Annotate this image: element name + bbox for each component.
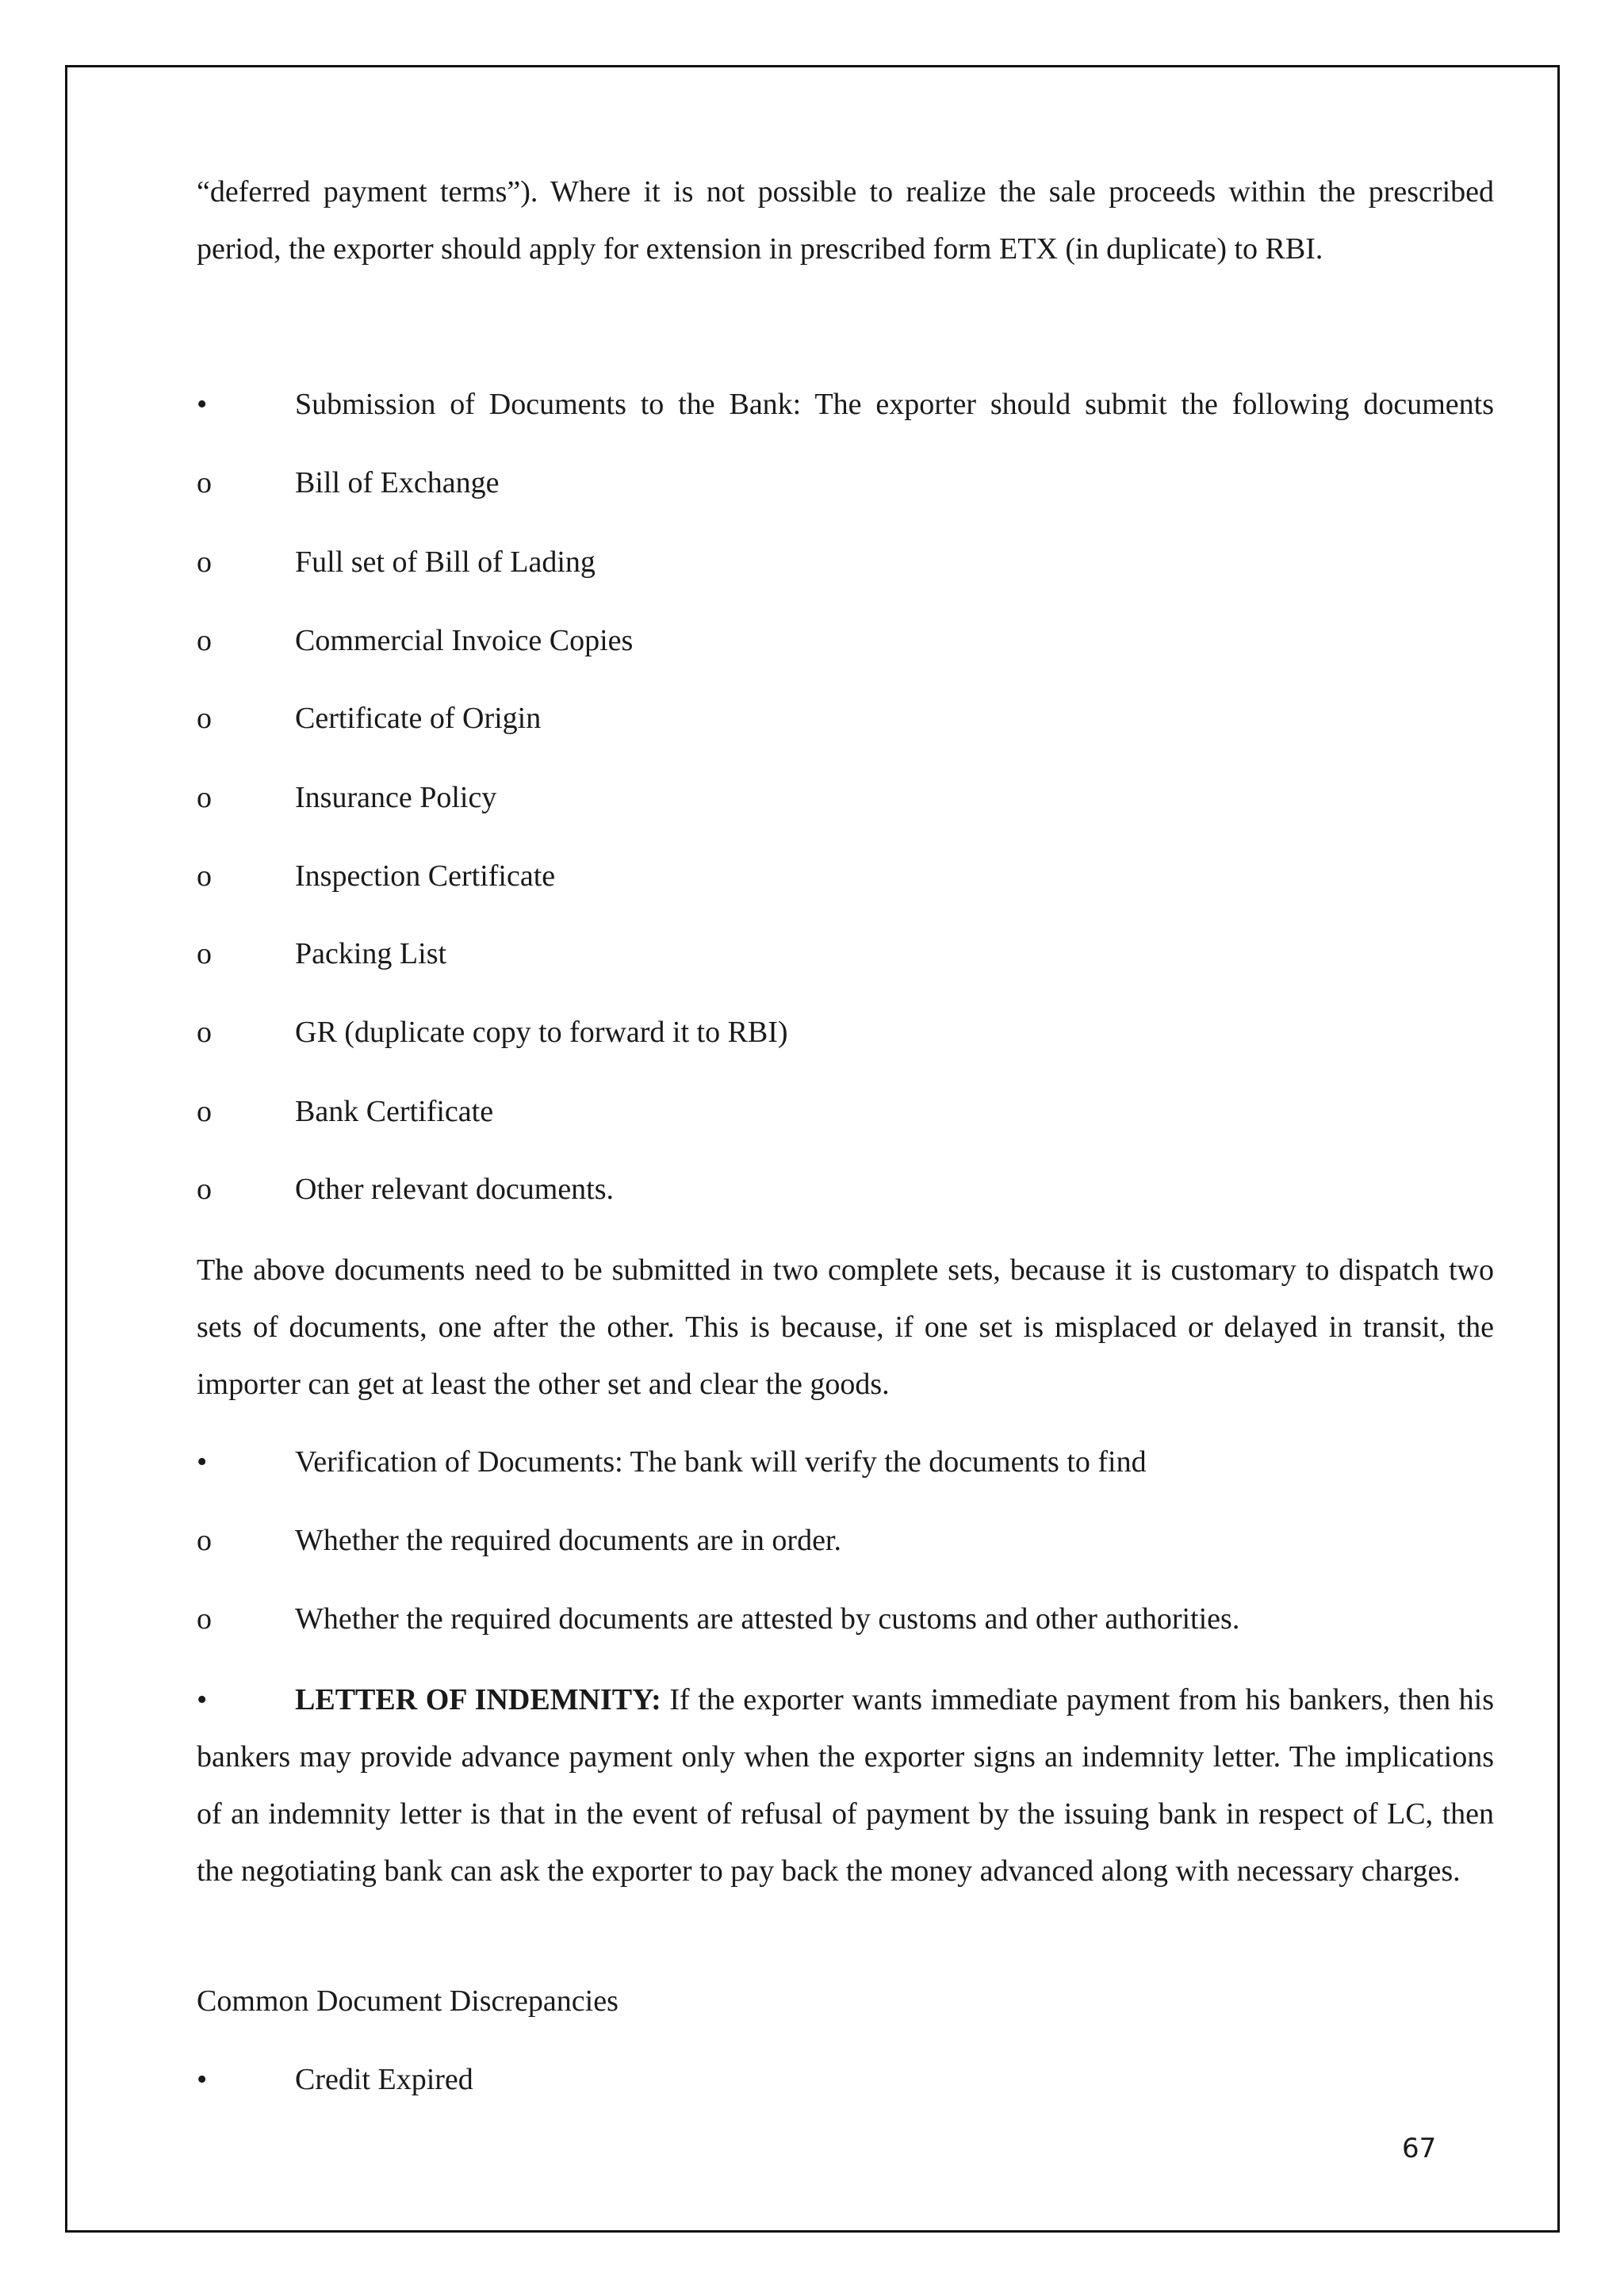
list-item [197,621,1494,660]
discrepancy-label: Credit Expired [295,2063,473,2096]
list-item [197,463,1494,503]
verification-bullet-item [197,1442,1494,1482]
bullet-marker: • [197,388,208,421]
list-item-label: Full set of Bill of Lading [295,545,596,579]
list-item [197,542,1494,582]
list-item-label: Whether the required documents are attested by customs and other authorities. [295,1602,1240,1636]
list-item-label: Bill of Exchange [295,466,500,499]
sub-bullet-marker: o [197,1095,212,1128]
list-item [197,1169,1494,1209]
sub-bullet-marker: o [197,781,212,814]
list-item [197,1521,1494,1560]
bullet-marker: • [197,1683,208,1716]
sub-bullet-marker: o [197,1016,212,1049]
sub-bullet-marker: o [197,859,212,893]
list-item-label: Inspection Certificate [295,859,556,893]
discrepancies-heading-text: Common Document Discrepancies [197,1984,619,2018]
sub-bullet-marker: o [197,624,212,657]
verification-label: Verification of Documents: The bank will verify the documents to find [295,1445,1147,1479]
list-item-label: Insurance Policy [295,781,497,814]
discrepancies-heading [197,1981,1494,2021]
bullet-marker: • [197,2063,208,2096]
indemnity-heading: LETTER OF INDEMNITY: [295,1683,661,1716]
bullet-marker: • [197,1445,208,1479]
list-item [197,778,1494,817]
list-item-label: Bank Certificate [295,1095,494,1128]
list-item [197,1012,1494,1052]
list-item-label: Commercial Invoice Copies [295,624,634,657]
sub-bullet-marker: o [197,466,212,499]
list-item-label: Other relevant documents. [295,1173,615,1206]
list-item-label: GR (duplicate copy to forward it to RBI) [295,1016,788,1049]
sub-bullet-marker: o [197,702,212,735]
discrepancy-bullet-item [197,2060,1494,2099]
list-item-label: Certificate of Origin [295,702,542,735]
sub-bullet-marker: o [197,545,212,579]
sub-bullet-marker: o [197,1173,212,1206]
sub-bullet-marker: o [197,1602,212,1636]
list-item-label: Whether the required documents are in order. [295,1524,841,1557]
list-item [197,934,1494,974]
list-item [197,1599,1494,1639]
indemnity-text: If the exporter wants immediate payment from his bankers, then his bankers may provide advance payment only when the exporter signs an indemnity letter. The implications of an indemnity letter is that in the event of refusal of payment by the issuing bank in respect of LC, then the negotiating bank can ask the exporter to pay back the money advanced along with necessary charges. [197,1683,1494,1888]
submission-bullet-item [197,385,1494,424]
list-item [197,856,1494,896]
page-number: 67 [1402,2133,1437,2164]
list-item [197,698,1494,738]
list-item [197,1092,1494,1131]
submission-label: Submission of Documents to the Bank: The exporter should submit the following documents [295,388,1494,421]
intro-paragraph: “deferred payment terms”). Where it is not possible to realize the sale proceeds within the prescribed period, the exporter should apply for extension in prescribed form ETX (in duplicate) to RBI. [197,175,1494,266]
document-sets-paragraph: The above documents need to be submitted in two complete sets, because it is customary to dispatch two sets of documents, one after the other. This is because, if one set is misplaced or delayed in transit, the importer can get at least the other set and clear the goods. [197,1253,1494,1401]
sub-bullet-marker: o [197,937,212,970]
list-item-label: Packing List [295,937,447,970]
letter-of-indemnity-paragraph [197,1671,1494,1900]
sub-bullet-marker: o [197,1524,212,1557]
